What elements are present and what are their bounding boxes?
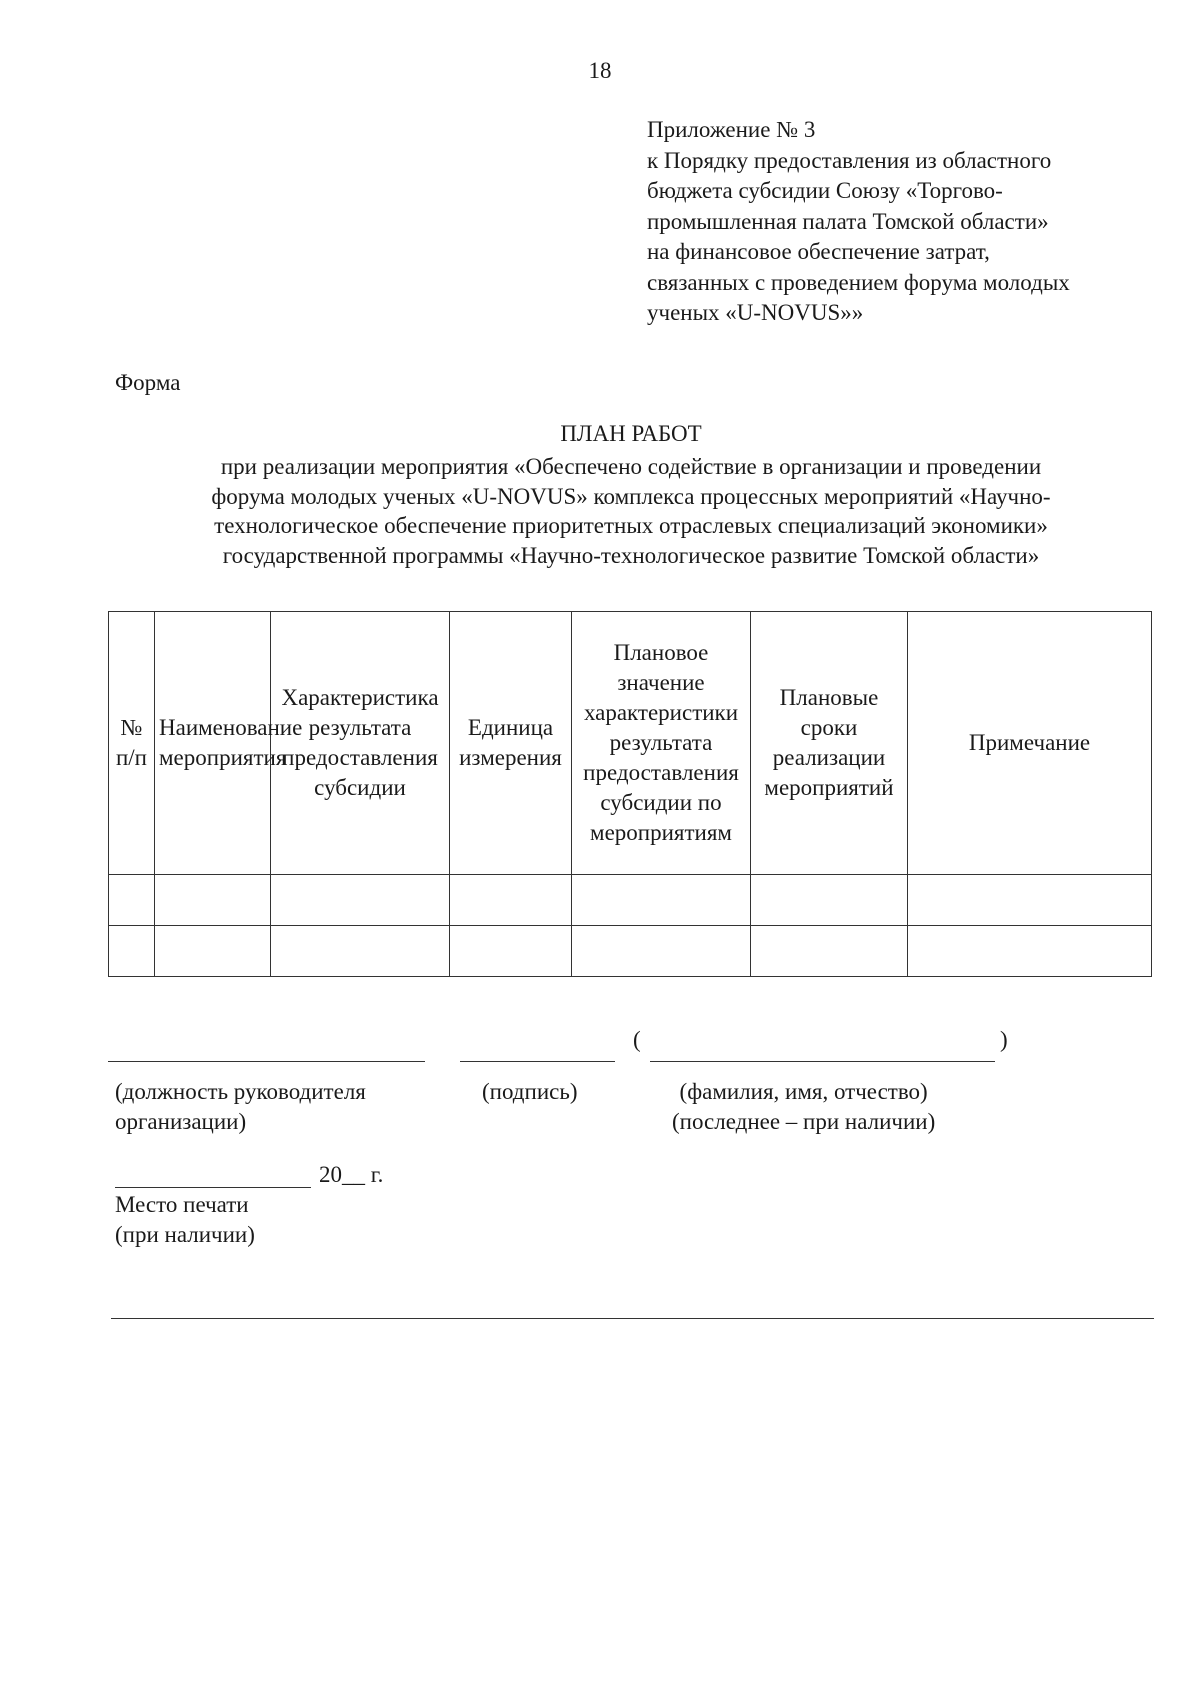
stamp-label: Место печати — [115, 1192, 249, 1217]
table-cell[interactable] — [908, 875, 1152, 926]
table-row — [109, 926, 1152, 977]
subtitle-line: государственной программы «Научно-технологическое развитие Томской области» — [222, 542, 1040, 568]
subtitle-line: при реализации мероприятия «Обеспечено содействие в организации и проведении — [220, 454, 1042, 479]
annex-line: Приложение № 3 — [647, 117, 816, 142]
table-cell[interactable] — [572, 926, 751, 977]
table-cell[interactable] — [751, 875, 908, 926]
position-signature-line[interactable] — [108, 1061, 425, 1062]
table-cell[interactable] — [109, 875, 155, 926]
table-row — [109, 875, 1152, 926]
table-cell[interactable] — [908, 926, 1152, 977]
table-cell[interactable] — [155, 875, 271, 926]
table-cell[interactable] — [572, 875, 751, 926]
table-cell[interactable] — [450, 926, 572, 977]
open-parenthesis: ( — [633, 1027, 641, 1052]
full-name-signature-line[interactable] — [650, 1061, 995, 1062]
document-title: ПЛАН РАБОТ — [560, 421, 702, 446]
name-caption-line: (последнее – при наличии) — [672, 1109, 936, 1134]
form-label: Форма — [115, 370, 181, 395]
bottom-divider — [111, 1318, 1154, 1319]
position-caption-line: (должность руководителя — [115, 1079, 366, 1104]
annex-line: на финансовое обеспечение затрат, — [647, 239, 990, 264]
annex-line: связанных с проведением форума молодых — [647, 269, 1070, 295]
header-number: № п/п — [109, 612, 155, 875]
work-plan-table — [108, 611, 1152, 977]
table-cell[interactable] — [271, 926, 450, 977]
header-event-name: Наименование мероприятия — [155, 612, 271, 875]
header-planned-value: Плановое значение характеристики результата предоставления субсидии по мероприятиям — [572, 612, 751, 875]
date-year: 20__ г. — [319, 1162, 384, 1187]
header-planned-dates: Плановые сроки реализации мероприятий — [751, 612, 908, 875]
document-subtitle — [100, 452, 1162, 570]
name-caption — [672, 1077, 935, 1137]
header-unit: Единица измерения — [450, 612, 572, 875]
annex-line: бюджета субсидии Союзу «Торгово- — [647, 178, 1003, 203]
page-number: 18 — [588, 58, 612, 83]
header-result-characteristic: Характеристика результата предоставления субсидии — [271, 612, 450, 875]
signature-caption: (подпись) — [482, 1079, 578, 1104]
close-parenthesis: ) — [1000, 1027, 1008, 1052]
position-caption — [115, 1077, 366, 1137]
subtitle-line: форума молодых ученых «U-NOVUS» комплекса процессных мероприятий «Научно- — [211, 483, 1051, 509]
annex-block — [647, 115, 1167, 329]
date-line[interactable] — [115, 1187, 311, 1188]
header-notes: Примечание — [908, 612, 1152, 875]
signature-line[interactable] — [460, 1061, 615, 1062]
table-cell[interactable] — [450, 875, 572, 926]
stamp-note: (при наличии) — [115, 1222, 255, 1247]
annex-line: промышленная палата Томской области» — [647, 208, 1049, 234]
subtitle-line: технологическое обеспечение приоритетных отраслевых специализаций экономики» — [214, 513, 1048, 538]
annex-line: к Порядку предоставления из областного — [647, 147, 1052, 173]
table-cell[interactable] — [109, 926, 155, 977]
name-caption-line: (фамилия, имя, отчество) — [679, 1079, 928, 1104]
table-cell[interactable] — [751, 926, 908, 977]
table-header-row — [109, 612, 1152, 875]
table-cell[interactable] — [271, 875, 450, 926]
annex-line: ученых «U-NOVUS»» — [647, 300, 864, 325]
position-caption-line: организации) — [115, 1109, 247, 1134]
table-cell[interactable] — [155, 926, 271, 977]
